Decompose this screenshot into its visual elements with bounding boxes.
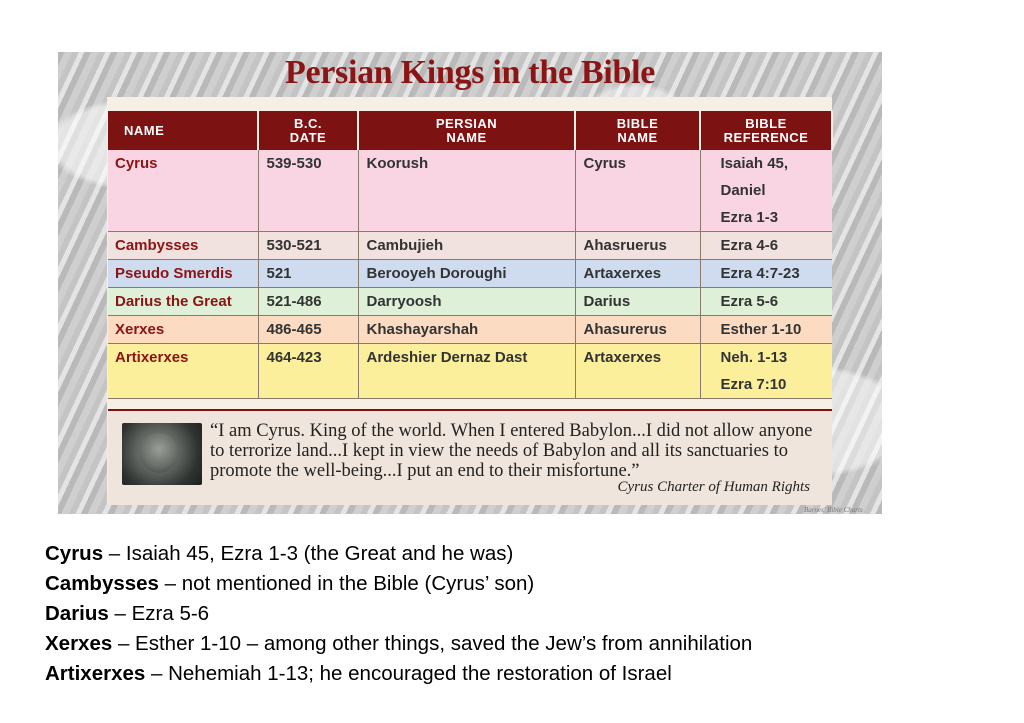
king-name-cell: Cyrus	[108, 150, 258, 232]
reference-line: Ezra 5-6	[720, 293, 779, 310]
table-row	[108, 260, 832, 288]
header-name: NAME	[108, 111, 258, 150]
note-line	[45, 569, 1005, 599]
chart-credit: Barnes' Bible Charts	[804, 506, 863, 514]
header-date	[258, 111, 358, 150]
date-cell: 521-486	[258, 288, 358, 316]
reference-line: Ezra 4-6	[720, 237, 779, 254]
note-term: Xerxes	[45, 632, 113, 655]
table-row	[108, 288, 832, 316]
reference-cell	[700, 150, 832, 232]
table-row	[108, 344, 832, 399]
reference-line: Esther 1-10	[720, 321, 802, 338]
table-row	[108, 316, 832, 344]
kings-table	[108, 111, 833, 399]
note-text: – Ezra 5-6	[108, 602, 210, 625]
note-text: – Isaiah 45, Ezra 1-3 (the Great and he was)	[103, 542, 514, 565]
note-line	[45, 599, 1005, 629]
date-cell: 464-423	[258, 344, 358, 399]
reference-cell	[700, 344, 832, 399]
note-text: – Nehemiah 1-13; he encouraged the restoration of Israel	[145, 662, 672, 685]
persian-name-cell: Koorush	[358, 150, 575, 232]
date-cell: 486-465	[258, 316, 358, 344]
note-term: Cyrus	[45, 542, 104, 565]
note-term: Darius	[45, 602, 109, 625]
bible-name-cell: Darius	[575, 288, 700, 316]
bible-name-cell: Ahasurerus	[575, 316, 700, 344]
reference-cell	[700, 316, 832, 344]
persian-name-cell: Berooyeh Doroughi	[358, 260, 575, 288]
reference-line: Ezra 7:10	[720, 376, 787, 393]
bible-name-cell: Cyrus	[575, 150, 700, 232]
persian-name-cell: Cambujieh	[358, 232, 575, 260]
reference-line: Ezra 1-3	[720, 209, 779, 226]
note-text: – not mentioned in the Bible (Cyrus’ son)	[158, 572, 535, 595]
quote-box	[108, 409, 832, 505]
king-name-cell: Artixerxes	[108, 344, 258, 399]
date-cell: 539-530	[258, 150, 358, 232]
header-bible-name	[575, 111, 700, 150]
note-term: Cambysses	[45, 572, 159, 595]
reference-line: Daniel	[720, 182, 766, 199]
reference-line: Neh. 1-13	[720, 349, 788, 366]
reference-line: Ezra 4:7-23	[720, 265, 800, 282]
king-name-cell: Xerxes	[108, 316, 258, 344]
header-bible-reference	[700, 111, 832, 150]
bible-name-cell: Ahasruerus	[575, 232, 700, 260]
note-line	[45, 629, 1005, 659]
persian-name-cell: Ardeshier Dernaz Dast	[358, 344, 575, 399]
header-persian-label: PERSIAN NAME	[435, 115, 498, 145]
note-line	[45, 659, 1005, 689]
king-name-cell: Darius the Great	[108, 288, 258, 316]
notes-list	[45, 539, 1005, 689]
persian-name-cell: Darryoosh	[358, 288, 575, 316]
persian-name-cell: Khashayarshah	[358, 316, 575, 344]
header-persian-name	[358, 111, 575, 150]
note-term: Artixerxes	[45, 662, 146, 685]
bible-name-cell: Artaxerxes	[575, 260, 700, 288]
reference-line: Isaiah 45,	[720, 155, 789, 172]
date-cell: 530-521	[258, 232, 358, 260]
reference-cell	[700, 288, 832, 316]
reference-cell	[700, 260, 832, 288]
table-row	[108, 150, 832, 232]
king-name-cell: Cambysses	[108, 232, 258, 260]
table-row	[108, 232, 832, 260]
header-date-label: B.C. DATE	[289, 115, 327, 145]
chart-title: Persian Kings in the Bible	[284, 54, 656, 91]
reference-cell	[700, 232, 832, 260]
kings-table-body	[108, 150, 832, 399]
cyrus-quote: “I am Cyrus. King of the world. When I entered Babylon...I did not allow anyone to terrorize land...I kept in view the needs of Babylon and all its sanctuaries to promote the well-being...I put an end to their misfortune.”	[210, 421, 813, 481]
bible-name-cell: Artaxerxes	[575, 344, 700, 399]
note-text: – Esther 1-10 – among other things, saved the Jew’s from annihilation	[112, 632, 753, 655]
king-name-cell: Pseudo Smerdis	[108, 260, 258, 288]
date-cell: 521	[258, 260, 358, 288]
header-bible-name-label: BIBLE NAME	[616, 115, 659, 145]
table-header-row	[108, 111, 832, 150]
quote-source: Cyrus Charter of Human Rights	[617, 479, 810, 495]
coin-image	[122, 423, 202, 485]
note-line	[45, 539, 1005, 569]
header-reference-label: BIBLE REFERENCE	[723, 115, 809, 145]
